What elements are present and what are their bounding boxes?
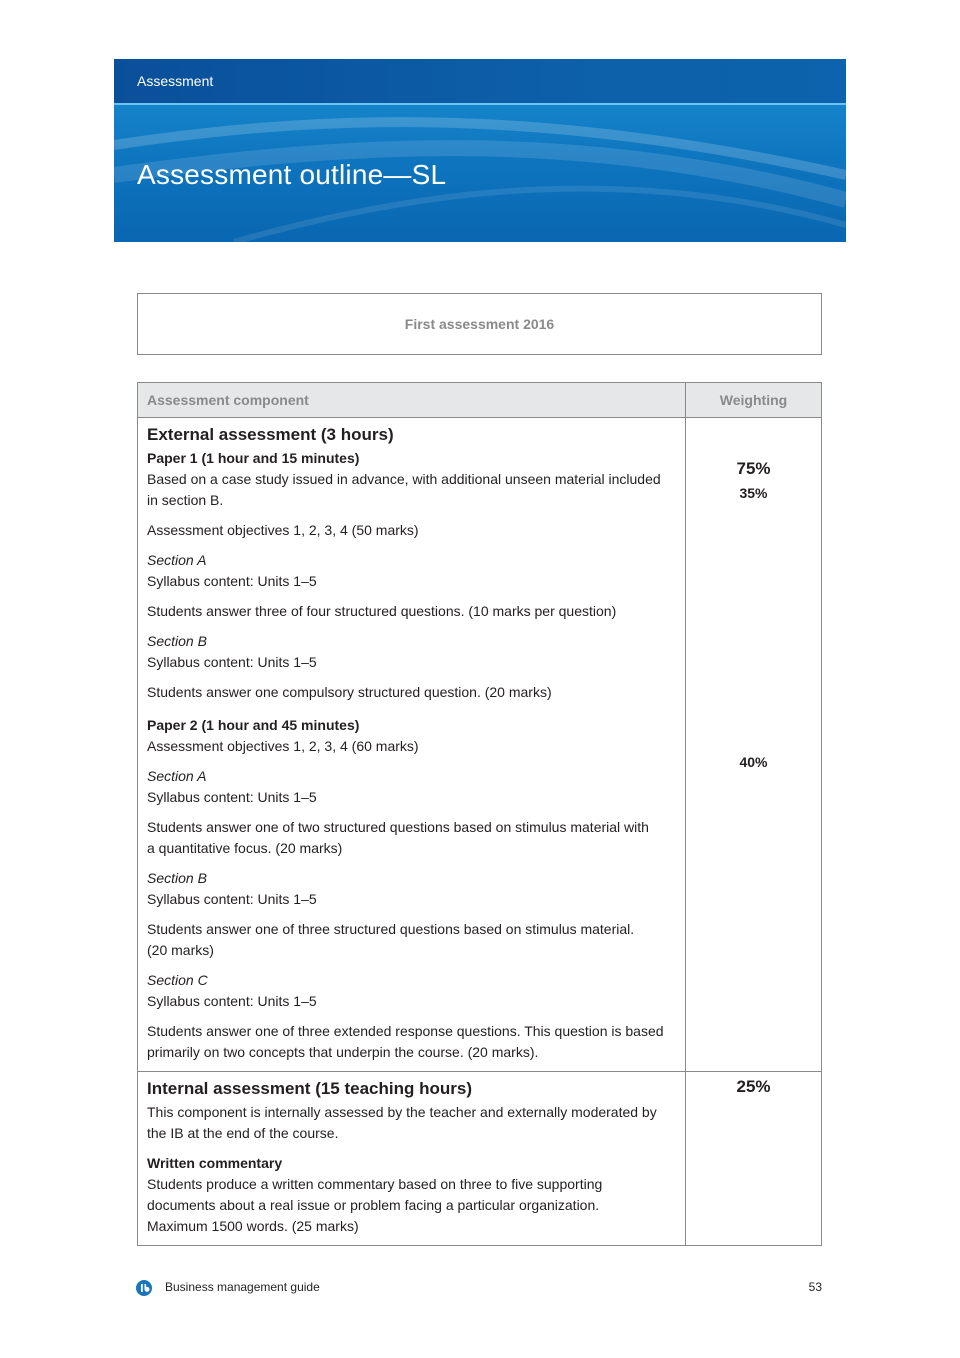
paper1-section-a-syllabus: Syllabus content: Units 1–5 — [147, 573, 317, 589]
table-row-internal — [138, 1072, 821, 1245]
paper1-section-a-text: Students answer three of four structured questions. (10 marks per question) — [147, 603, 617, 619]
paper2-section-b-text-line2: (20 marks) — [147, 942, 214, 958]
header-banner — [114, 59, 846, 242]
first-assessment-label: First assessment 2016 — [404, 316, 555, 332]
page-number: 53 — [808, 1280, 822, 1294]
internal-desc-line2: the IB at the end of the course. — [147, 1125, 339, 1141]
paper1-objectives: Assessment objectives 1, 2, 3, 4 (50 marks) — [147, 522, 419, 538]
internal-component-cell — [138, 1072, 686, 1245]
paper2-section-a-syllabus: Syllabus content: Units 1–5 — [147, 789, 317, 805]
header-assessment-component: Assessment component — [138, 383, 686, 417]
paper2-section-c-syllabus: Syllabus content: Units 1–5 — [147, 993, 317, 1009]
page-title: Assessment outline—SL — [137, 159, 447, 190]
internal-weighting-cell — [686, 1072, 821, 1245]
paper1-heading: Paper 1 (1 hour and 15 minutes) — [147, 450, 360, 466]
external-component-cell — [138, 418, 686, 1071]
paper1-section-a-label: Section A — [147, 552, 207, 568]
paper2-section-b-syllabus: Syllabus content: Units 1–5 — [147, 891, 317, 907]
assessment-table — [137, 382, 822, 1246]
header-weighting: Weighting — [719, 392, 788, 408]
internal-heading: Internal assessment (15 teaching hours) — [147, 1079, 472, 1098]
paper1-desc-line2: in section B. — [147, 492, 224, 508]
banner-top-strip — [114, 59, 846, 105]
paper2-section-a-text-line1: Students answer one of two structured questions based on stimulus material with — [147, 819, 649, 835]
external-weighting-cell — [686, 418, 821, 1071]
paper1-weighting: 35% — [739, 485, 768, 501]
paper2-section-a-text-line2: a quantitative focus. (20 marks) — [147, 840, 343, 856]
table-row-external — [138, 418, 821, 1072]
commentary-line2: documents about a real issue or problem facing a particular organization. — [147, 1197, 600, 1213]
paper2-section-c-text-line2: primarily on two concepts that underpin the course. (20 marks). — [147, 1044, 539, 1060]
first-assessment-box — [137, 293, 822, 355]
paper2-section-a-label: Section A — [147, 768, 207, 784]
internal-weighting: 25% — [736, 1077, 771, 1096]
commentary-line3: Maximum 1500 words. (25 marks) — [147, 1218, 359, 1234]
paper2-objectives: Assessment objectives 1, 2, 3, 4 (60 marks) — [147, 738, 419, 754]
paper2-section-b-text-line1: Students answer one of three structured questions based on stimulus material. — [147, 921, 635, 937]
paper1-section-b-syllabus: Syllabus content: Units 1–5 — [147, 654, 317, 670]
paper1-section-b-text: Students answer one compulsory structured question. (20 marks) — [147, 684, 552, 700]
paper2-heading: Paper 2 (1 hour and 45 minutes) — [147, 717, 360, 733]
paper2-weighting: 40% — [739, 754, 768, 770]
paper1-desc-line1: Based on a case study issued in advance, with additional unseen material included — [147, 471, 661, 487]
paper2-section-c-label: Section C — [147, 972, 208, 988]
paper2-section-b-label: Section B — [147, 870, 207, 886]
paper1-section-b-label: Section B — [147, 633, 207, 649]
section-label: Assessment — [137, 73, 214, 89]
written-commentary-heading: Written commentary — [147, 1155, 283, 1171]
ib-logo-icon — [136, 1280, 152, 1296]
external-weighting: 75% — [736, 459, 771, 478]
internal-desc-line1: This component is internally assessed by the teacher and externally moderated by — [147, 1104, 657, 1120]
footer-guide-name: Business management guide — [165, 1280, 320, 1294]
paper2-section-c-text-line1: Students answer one of three extended response questions. This question is based — [147, 1023, 664, 1039]
commentary-line1: Students produce a written commentary based on three to five supporting — [147, 1176, 603, 1192]
table-header — [138, 383, 821, 418]
external-heading: External assessment (3 hours) — [147, 425, 394, 444]
